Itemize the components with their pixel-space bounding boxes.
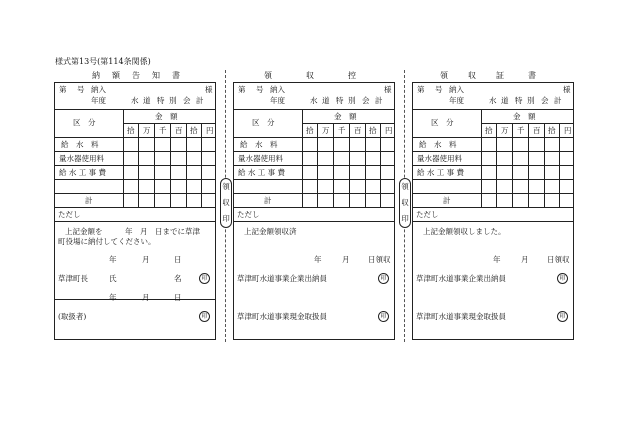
handler-label: (取扱者) xyxy=(58,312,87,321)
receipt-text: 上記金額領収しました。 xyxy=(423,227,506,236)
cash-handler: 草津町水道事業現金取扱員 xyxy=(237,312,327,321)
seal-stamp-officer: 印 xyxy=(378,273,389,284)
seal-stamp-officer: 印 xyxy=(557,273,568,284)
notice-text-line1: 上記金額を 年 月 日までに草津 xyxy=(65,227,200,236)
category-header: 区 分 xyxy=(252,118,275,127)
row-construction-fee: 給 水 工 事 費 xyxy=(417,168,465,177)
number-label: 第 xyxy=(238,85,246,94)
row-water-fee: 給 水 料 xyxy=(61,140,99,149)
number-label: 第 xyxy=(417,85,425,94)
honorific: 様 xyxy=(205,85,213,94)
total-label: 計 xyxy=(85,196,93,205)
fiscal-year-label: 年度 xyxy=(270,96,285,105)
fiscal-year-label: 年度 xyxy=(91,96,106,105)
proviso-label: ただし xyxy=(58,210,81,219)
accounting-officer: 草津町水道事業企業出納員 xyxy=(416,274,506,283)
seal-stamp-mayor: 印 xyxy=(199,273,210,284)
category-header: 区 分 xyxy=(431,118,454,127)
receipt-seal-right: 領 収 印 xyxy=(399,178,411,228)
mayor-title: 草津町長 xyxy=(58,274,88,283)
total-label: 計 xyxy=(264,196,272,205)
proviso-label: ただし xyxy=(237,210,260,219)
form-number-header: 様式第13号(第114条関係) xyxy=(55,57,151,66)
honorific: 様 xyxy=(384,85,392,94)
row-meter-fee: 量水器使用料 xyxy=(59,154,104,163)
row-meter-fee: 量水器使用料 xyxy=(238,154,283,163)
payment-label: 納入 xyxy=(91,85,106,94)
row-construction-fee: 給 水 工 事 費 xyxy=(238,168,286,177)
notice-text-line2: 町役場に納付してください。 xyxy=(58,237,156,246)
receipt-seal-left: 領 収 印 xyxy=(220,178,232,228)
cash-handler: 草津町水道事業現金取扱員 xyxy=(416,312,506,321)
number-label: 第 xyxy=(59,85,67,94)
notice-form: 第 号 納入 年度 様 水 道 特 別 会 計 区 分 金 額 拾 万 千 百 拾 円 給 水 料 量水器使用料 給 水 工 事 費 計 ただし 上記金額を 年 月 日までに草津 町役場に納付してください。 年 月 日 草津町長 氏 名 印 年 月 日 (取扱者) 印 xyxy=(54,82,216,340)
row-water-fee: 給 水 料 xyxy=(419,140,457,149)
seal-stamp-cash-handler: 印 xyxy=(557,311,568,322)
honorific: 様 xyxy=(563,85,571,94)
amount-header: 金 額 xyxy=(334,112,357,121)
payment-label: 納入 xyxy=(449,85,464,94)
receipt-text: 上記金額領収済 xyxy=(244,227,297,236)
proviso-label: ただし xyxy=(416,210,439,219)
seal-stamp-cash-handler: 印 xyxy=(378,311,389,322)
seal-stamp-handler: 印 xyxy=(199,311,210,322)
receipt-stub-form: 第 号 納入 年度 様 水 道 特 別 会 計 区 分 金 額 拾 万 千 百 拾 円 給 水 料 量水器使用料 給 水 工 事 費 計 ただし 上記金額領収済 年 月 日領収 草津町水道事業企業出納員 印 草津町水道事業現金取扱員 印 xyxy=(233,82,395,340)
payment-label: 納入 xyxy=(270,85,285,94)
accounting-officer: 草津町水道事業企業出納員 xyxy=(237,274,327,283)
row-construction-fee: 給 水 工 事 費 xyxy=(59,168,107,177)
amount-header: 金 額 xyxy=(155,112,178,121)
category-header: 区 分 xyxy=(73,118,96,127)
amount-header: 金 額 xyxy=(513,112,536,121)
fiscal-year-label: 年度 xyxy=(449,96,464,105)
total-label: 計 xyxy=(443,196,451,205)
receipt-form: 第 号 納入 年度 様 水 道 特 別 会 計 区 分 金 額 拾 万 千 百 拾 円 給 水 料 量水器使用料 給 水 工 事 費 計 ただし 上記金額領収しました。 年 月 日領収 草津町水道事業企業出納員 印 草津町水道事業現金取扱員 印 xyxy=(412,82,574,340)
row-water-fee: 給 水 料 xyxy=(240,140,278,149)
row-meter-fee: 量水器使用料 xyxy=(417,154,462,163)
